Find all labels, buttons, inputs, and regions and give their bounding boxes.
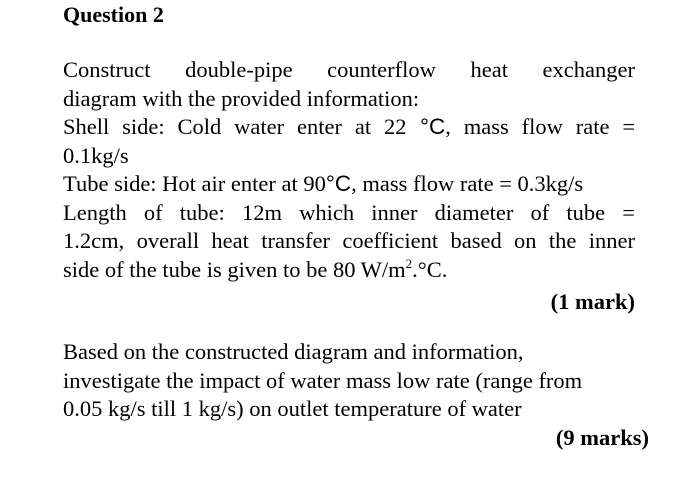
shell-side-line [63,113,635,142]
part1-line-1: Construct double-pipe counterflow heat exchanger [63,57,635,82]
question-part-1 [63,56,635,317]
length-line-1: Length of tube: 12m which inner diameter of tube = [63,199,635,225]
length-line-2: 1.2cm, overall heat transfer coefficient based on the inner [63,228,635,253]
tube-side-text: Tube side: Hot air enter at 90 [63,171,326,196]
length-line-3-text: side of the tube is given to be 80 W/m [63,256,406,282]
shell-side-flow: , mass flow rate = [445,114,636,139]
length-line-3-unit: .°C. [412,256,448,282]
length-line-3-superscript: 2 [405,255,413,271]
part1-line-2: diagram with the provided information: [63,85,420,111]
part2-marks: (9 marks) [555,424,649,450]
shell-side-text: Shell side: Cold water enter at 22 [63,114,407,139]
shell-side-flow-value: 0.1kg/s [63,142,129,168]
part2-line-1: Based on the constructed diagram and information, [63,339,524,364]
tube-temp-unit: °C [325,171,352,196]
part2-line-2: investigate the impact of water mass low rate (range from [63,367,583,393]
shell-temp-unit: °C [406,114,446,139]
tube-side-line [63,170,635,199]
length-line-3 [63,256,635,285]
question-title: Question 2 [63,2,164,27]
part1-marks: (1 mark) [550,289,635,314]
question-part-2 [63,338,649,452]
part2-line-3: 0.05 kg/s till 1 kg/s) on outlet temperature of water [63,396,522,421]
tube-side-flow: , mass flow rate = 0.3kg/s [351,171,584,196]
